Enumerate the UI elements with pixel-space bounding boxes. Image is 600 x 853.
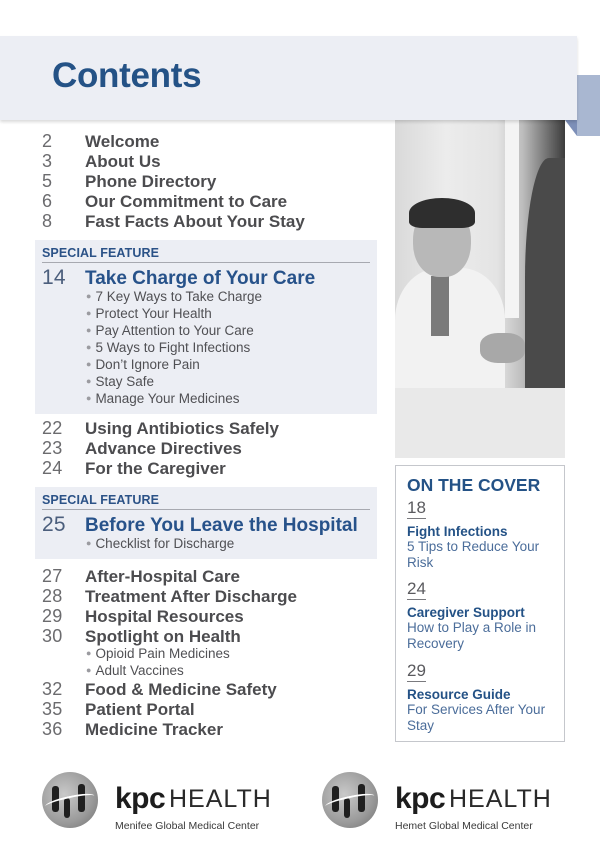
photo-desk [395, 388, 565, 458]
toc-entry[interactable] [42, 151, 161, 172]
toc-entry[interactable] [42, 418, 279, 439]
toc-entry-title: Hospital Resources [85, 607, 244, 626]
toc-entry[interactable] [42, 191, 287, 212]
toc-subitem[interactable]: ● 7 Key Ways to Take Charge [86, 289, 263, 304]
on-the-cover-box [395, 465, 565, 742]
brand-health: HEALTH [449, 785, 552, 813]
page-title: Contents [52, 56, 202, 95]
toc-subitem[interactable]: ● 5 Ways to Fight Infections [86, 340, 251, 355]
toc-page-number: 35 [42, 699, 63, 719]
toc-page-number: 8 [42, 211, 53, 231]
photo-window [505, 118, 519, 318]
toc-entry-title: Our Commitment to Care [85, 192, 288, 211]
divider [42, 262, 370, 263]
toc-page-number: 28 [42, 586, 63, 606]
toc-page-number: 3 [42, 151, 53, 171]
toc-feature-entry[interactable] [42, 513, 358, 537]
toc-entry[interactable] [42, 458, 226, 479]
toc-page-number: 14 [42, 266, 66, 289]
toc-page-number: 2 [42, 131, 53, 151]
toc-entry-title: Before You Leave the Hospital [85, 515, 358, 536]
toc-entry-title: Spotlight on Health [85, 627, 241, 646]
toc-entry-title: Medicine Tracker [85, 720, 223, 739]
cover-item[interactable] [407, 662, 552, 734]
toc-entry-title: For the Caregiver [85, 459, 226, 478]
toc-page-number: 25 [42, 513, 66, 536]
toc-subitem[interactable]: ● Checklist for Discharge [86, 536, 235, 551]
accent-block [577, 75, 600, 136]
toc-entry[interactable] [42, 699, 195, 720]
toc-entry-title: After-Hospital Care [85, 567, 240, 586]
toc-entry[interactable] [42, 211, 305, 232]
bullet-icon: ● [86, 376, 92, 386]
toc-subitem[interactable]: ● Don’t Ignore Pain [86, 357, 200, 372]
photo-doctor-hair [409, 198, 475, 228]
toc-entry-title: Treatment After Discharge [85, 587, 297, 606]
toc-subitem[interactable]: ● Pay Attention to Your Care [86, 323, 254, 338]
globe-people-icon [322, 772, 378, 828]
toc-entry-title: Fast Facts About Your Stay [85, 212, 305, 231]
kpc-health-hemet-logo [322, 772, 582, 834]
toc-page-number: 36 [42, 719, 63, 739]
cover-title: ON THE COVER [407, 475, 541, 495]
toc-page-number: 27 [42, 566, 63, 586]
facility-name: Hemet Global Medical Center [395, 820, 533, 832]
cover-description: How to Play a Role in Recovery [407, 620, 537, 651]
bullet-icon: ● [86, 538, 92, 548]
cover-description: For Services After Your Stay [407, 702, 546, 733]
cover-heading: Resource Guide [407, 687, 511, 702]
toc-feature-entry[interactable] [42, 266, 315, 290]
toc-page-number: 6 [42, 191, 53, 211]
doctor-handshake-photo [395, 118, 565, 458]
toc-entry[interactable] [42, 171, 216, 192]
toc-page-number: 30 [42, 626, 63, 646]
cover-page-number: 18 [407, 498, 426, 517]
divider [42, 509, 370, 510]
toc-subitem[interactable]: ● Stay Safe [86, 374, 154, 389]
cover-item[interactable] [407, 580, 552, 652]
toc-page-number: 32 [42, 679, 63, 699]
cover-page-number: 29 [407, 661, 426, 680]
toc-subitem[interactable]: ● Opioid Pain Medicines [86, 646, 230, 661]
toc-entry-title: Welcome [85, 132, 160, 151]
toc-entry[interactable] [42, 679, 277, 700]
cover-description: 5 Tips to Reduce Your Risk [407, 539, 540, 570]
toc-page-number: 23 [42, 438, 63, 458]
globe-people-icon [42, 772, 98, 828]
bullet-icon: ● [86, 325, 92, 335]
toc-entry[interactable] [42, 719, 223, 740]
cover-page-number: 24 [407, 579, 426, 598]
toc-entry[interactable] [42, 586, 297, 607]
bullet-icon: ● [86, 393, 92, 403]
bullet-icon: ● [86, 342, 92, 352]
toc-subitem[interactable]: ● Protect Your Health [86, 306, 212, 321]
special-feature-label: SPECIAL FEATURE [42, 493, 160, 507]
kpc-health-menifee-logo [42, 772, 302, 834]
toc-page-number: 24 [42, 458, 63, 478]
toc-entry[interactable] [42, 131, 159, 152]
toc-entry[interactable] [42, 626, 241, 647]
special-feature-label: SPECIAL FEATURE [42, 246, 160, 260]
photo-doctor-coat [395, 268, 505, 398]
accent-notch [565, 120, 577, 136]
toc-entry-title: Using Antibiotics Safely [85, 419, 279, 438]
toc-entry-title: Food & Medicine Safety [85, 680, 277, 699]
cover-heading: Fight Infections [407, 524, 508, 539]
photo-handshake [480, 333, 525, 363]
toc-page-number: 5 [42, 171, 53, 191]
bullet-icon: ● [86, 648, 92, 658]
bullet-icon: ● [86, 308, 92, 318]
photo-doctor-tie [431, 276, 449, 336]
bullet-icon: ● [86, 359, 92, 369]
cover-item[interactable] [407, 499, 552, 571]
brand-kpc: kpc [115, 782, 166, 815]
toc-page-number: 22 [42, 418, 63, 438]
brand-kpc: kpc [395, 782, 446, 815]
toc-subitem[interactable]: ● Adult Vaccines [86, 663, 184, 678]
bullet-icon: ● [86, 291, 92, 301]
toc-entry-title: Advance Directives [85, 439, 242, 458]
toc-entry[interactable] [42, 566, 240, 587]
title-band [0, 36, 577, 120]
toc-page-number: 29 [42, 606, 63, 626]
bullet-icon: ● [86, 665, 92, 675]
toc-entry-title: Take Charge of Your Care [85, 268, 316, 289]
toc-entry-title: About Us [85, 152, 161, 171]
brand-health: HEALTH [169, 785, 272, 813]
facility-name: Menifee Global Medical Center [115, 820, 260, 832]
cover-heading: Caregiver Support [407, 605, 525, 620]
toc-entry-title: Patient Portal [85, 700, 195, 719]
toc-entry[interactable] [42, 438, 242, 459]
toc-entry[interactable] [42, 606, 244, 627]
toc-entry-title: Phone Directory [85, 172, 217, 191]
toc-subitem[interactable]: ● Manage Your Medicines [86, 391, 240, 406]
